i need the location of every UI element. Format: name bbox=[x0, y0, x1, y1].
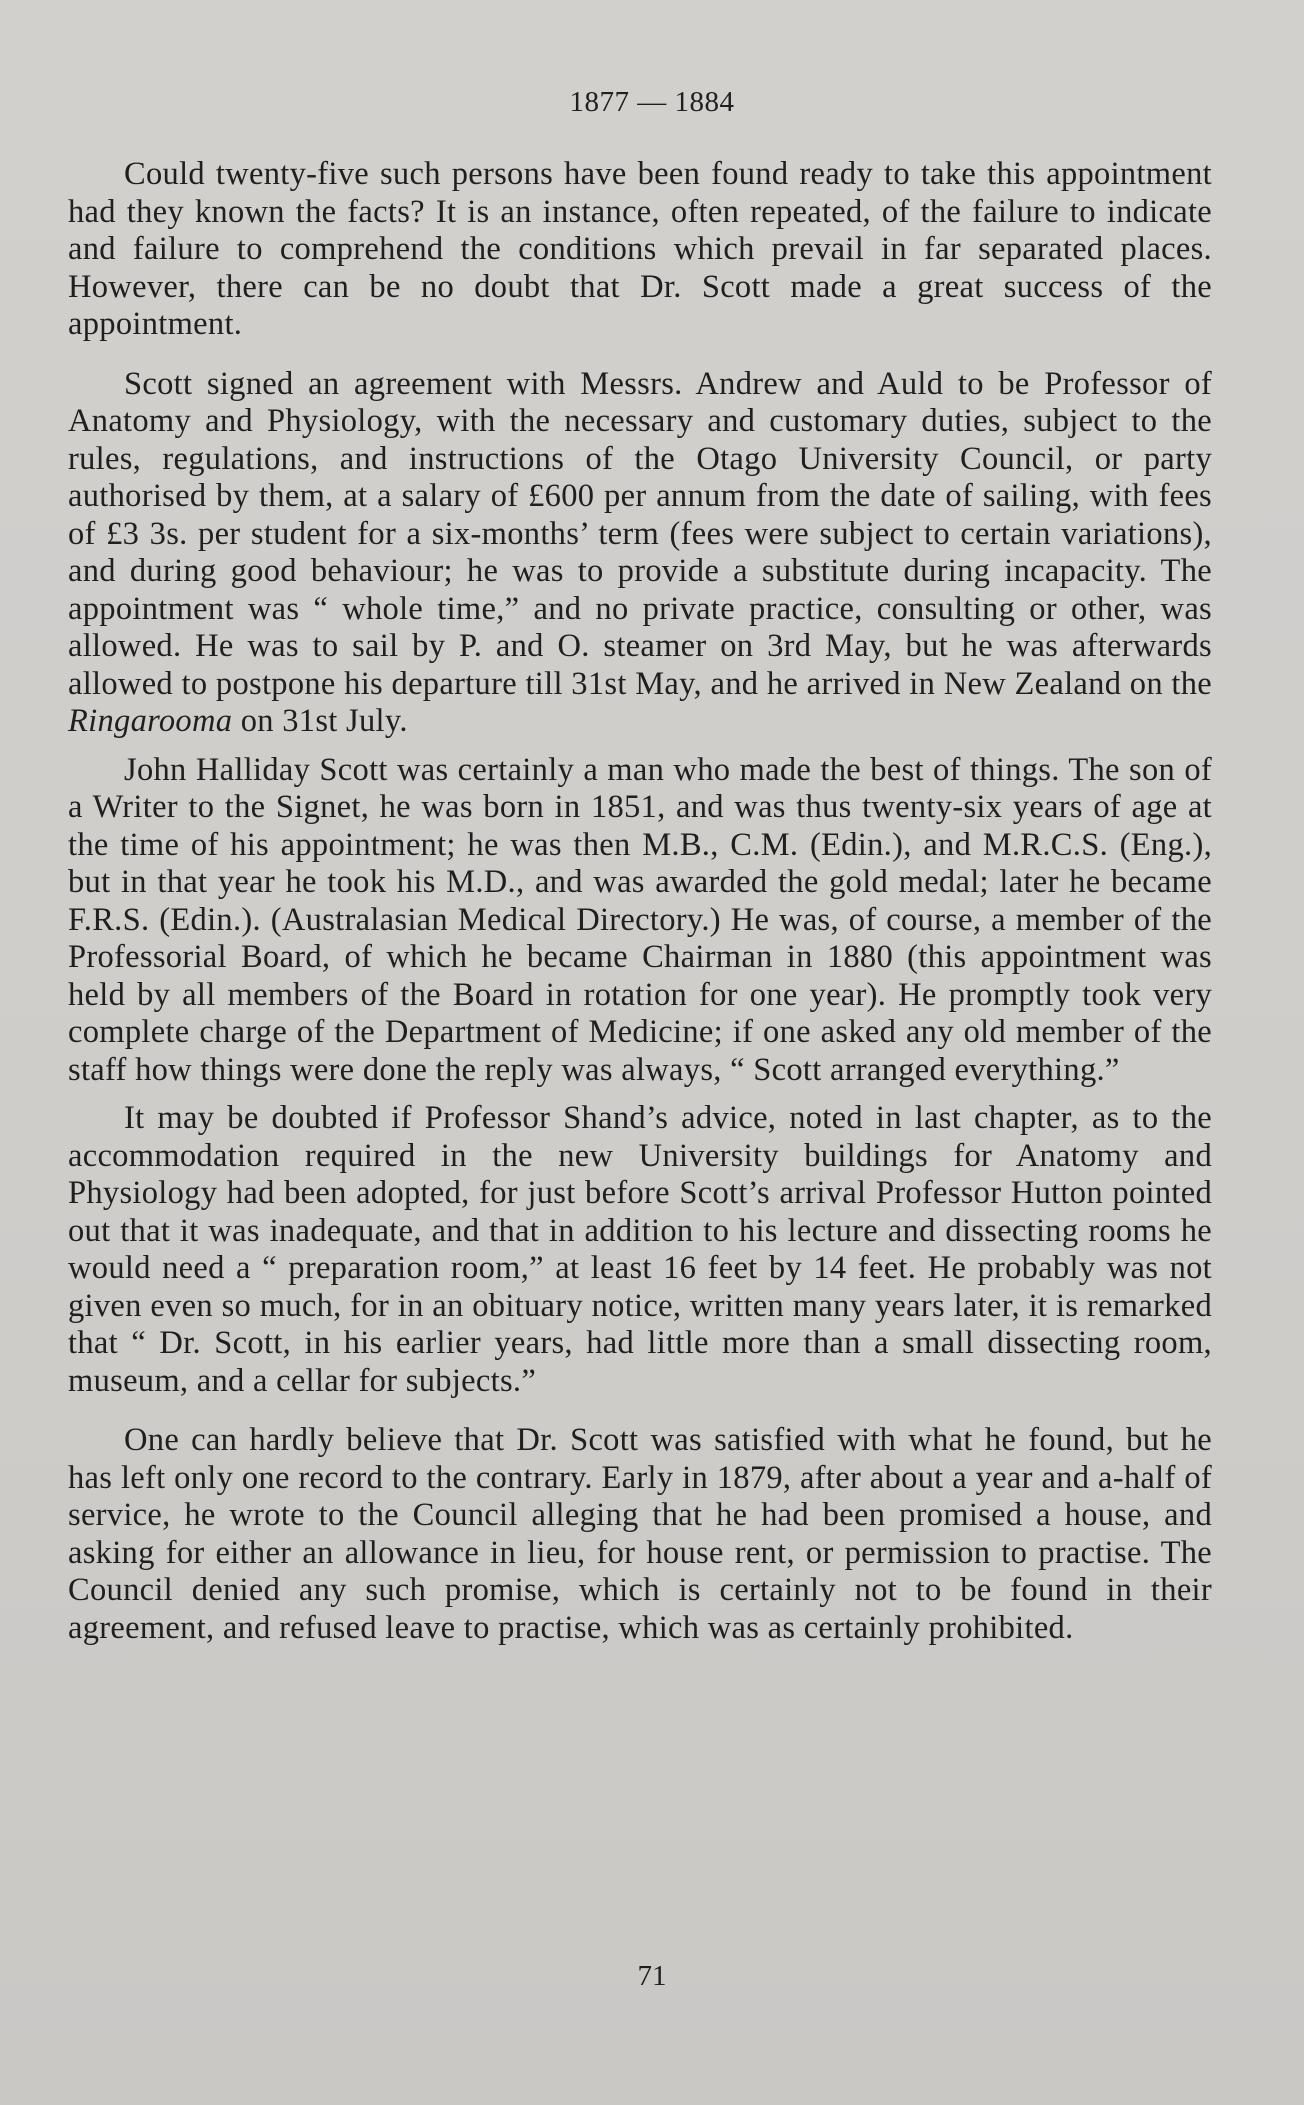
paragraph-2-end: on 31st July. bbox=[240, 703, 408, 739]
paragraph-2 bbox=[68, 366, 1212, 741]
paragraph-3: John Halliday Scott was certainly a man who made the best of things. The son of a Writer to the Signet, he was born in 1851, and was thus twenty-six years of age at the time of his appointment; he was then M.B., C.M. (Edin.), and M.R.C.S. (Eng.), but in that year he took his M.D., and was awarded the gold medal; later he became F.R.S. (Edin.). (Australasian Medical Directory.) He was, of course, a member of the Professorial Board, of which he became Chairman in 1880 (this appointment was held by all members of the Board in rotation for one year). He promptly took very complete charge of the Department of Medicine; if one asked any old member of the staff how things were done the reply was always, “ Scott arranged everything.” bbox=[68, 751, 1212, 1088]
ship-name: Ringarooma bbox=[68, 703, 233, 739]
body-text bbox=[68, 156, 1212, 1647]
paragraph-1: Could twenty-five such persons have been found ready to take this appointment had they known the facts? It is an instance, often repeated, of the failure to indicate and failure to comprehend the conditions which prevail in far separated places. However, there can be no doubt that Dr. Scott made a great success of the appointment. bbox=[68, 156, 1212, 342]
running-head: 1877 — 1884 bbox=[569, 86, 735, 118]
paragraph-2-text: Scott signed an agreement with Messrs. Andrew and Auld to be Professor of Anatomy and Physiology, with the necessary and customary duties, subject to the rules, regulations, and instructions of the Otago University Council, or party authorised by them, at a salary of £600 per annum from the date of sailing, with fees of £3 3s. per student for a six-months’ term (fees were subject to certain variations), and during good behaviour; he was to provide a substitute during incapacity. The appointment was “ whole time,” and no private practice, consulting or other, was allowed. He was to sail by P. and O. steamer on 3rd May, but he was afterwards allowed to postpone his departure till 31st May, and he arrived in New Zealand on the bbox=[68, 365, 1212, 702]
paragraph-4: It may be doubted if Professor Shand’s advice, noted in last chapter, as to the accommodation required in the new University buildings for Anatomy and Physiology had been adopted, for just before Scott’s arrival Professor Hutton pointed out that it was inadequate, and that in addition to his lecture and dissecting rooms he would need a “ preparation room,” at least 16 feet by 14 feet. He probably was not given even so much, for in an obituary notice, written many years later, it is remarked that “ Dr. Scott, in his earlier years, had little more than a small dissecting room, museum, and a cellar for subjects.” bbox=[68, 1100, 1212, 1399]
page-number: 71 bbox=[637, 1960, 667, 1992]
paragraph-5: One can hardly believe that Dr. Scott was satisfied with what he found, but he has left only one record to the contrary. Early in 1879, after about a year and a-half of service, he wrote to the Council alleging that he had been promised a house, and asking for either an allowance in lieu, for house rent, or permission to practise. The Council denied any such promise, which is certainly not to be found in their agreement, and refused leave to practise, which was as certainly prohibited. bbox=[68, 1422, 1212, 1646]
